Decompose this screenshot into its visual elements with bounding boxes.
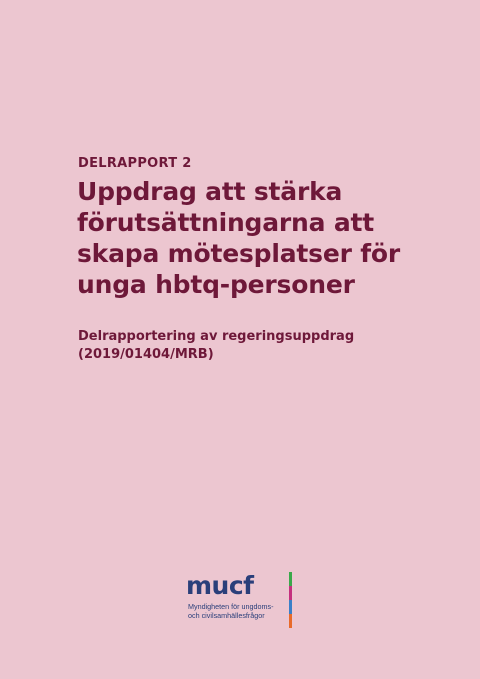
report-title [77, 176, 447, 300]
logo-tagline-line: och civilsamhällesfrågor [188, 611, 265, 620]
report-title-line: förutsättningarna att [77, 208, 374, 237]
report-kicker: DELRAPPORT 2 [78, 156, 192, 171]
logo-bar-segment [289, 586, 292, 600]
logo-color-bar [289, 572, 292, 628]
logo-tagline-line: Myndigheten för ungdoms- [188, 602, 274, 611]
mucf-logo [186, 572, 296, 630]
logo-tagline [188, 602, 286, 620]
logo-bar-segment [289, 614, 292, 628]
logo-bar-segment [289, 600, 292, 614]
report-subtitle-line: Delrapportering av regeringsuppdrag [78, 329, 355, 344]
report-subtitle-line: (2019/01404/MRB) [78, 347, 214, 362]
report-title-line: unga hbtq-personer [77, 270, 355, 299]
logo-bar-segment [289, 572, 292, 586]
report-subtitle [78, 328, 418, 364]
logo-wordmark: mucf [186, 571, 254, 600]
report-title-line: Uppdrag att stärka [77, 177, 343, 206]
report-title-line: skapa mötesplatser för [77, 239, 400, 268]
